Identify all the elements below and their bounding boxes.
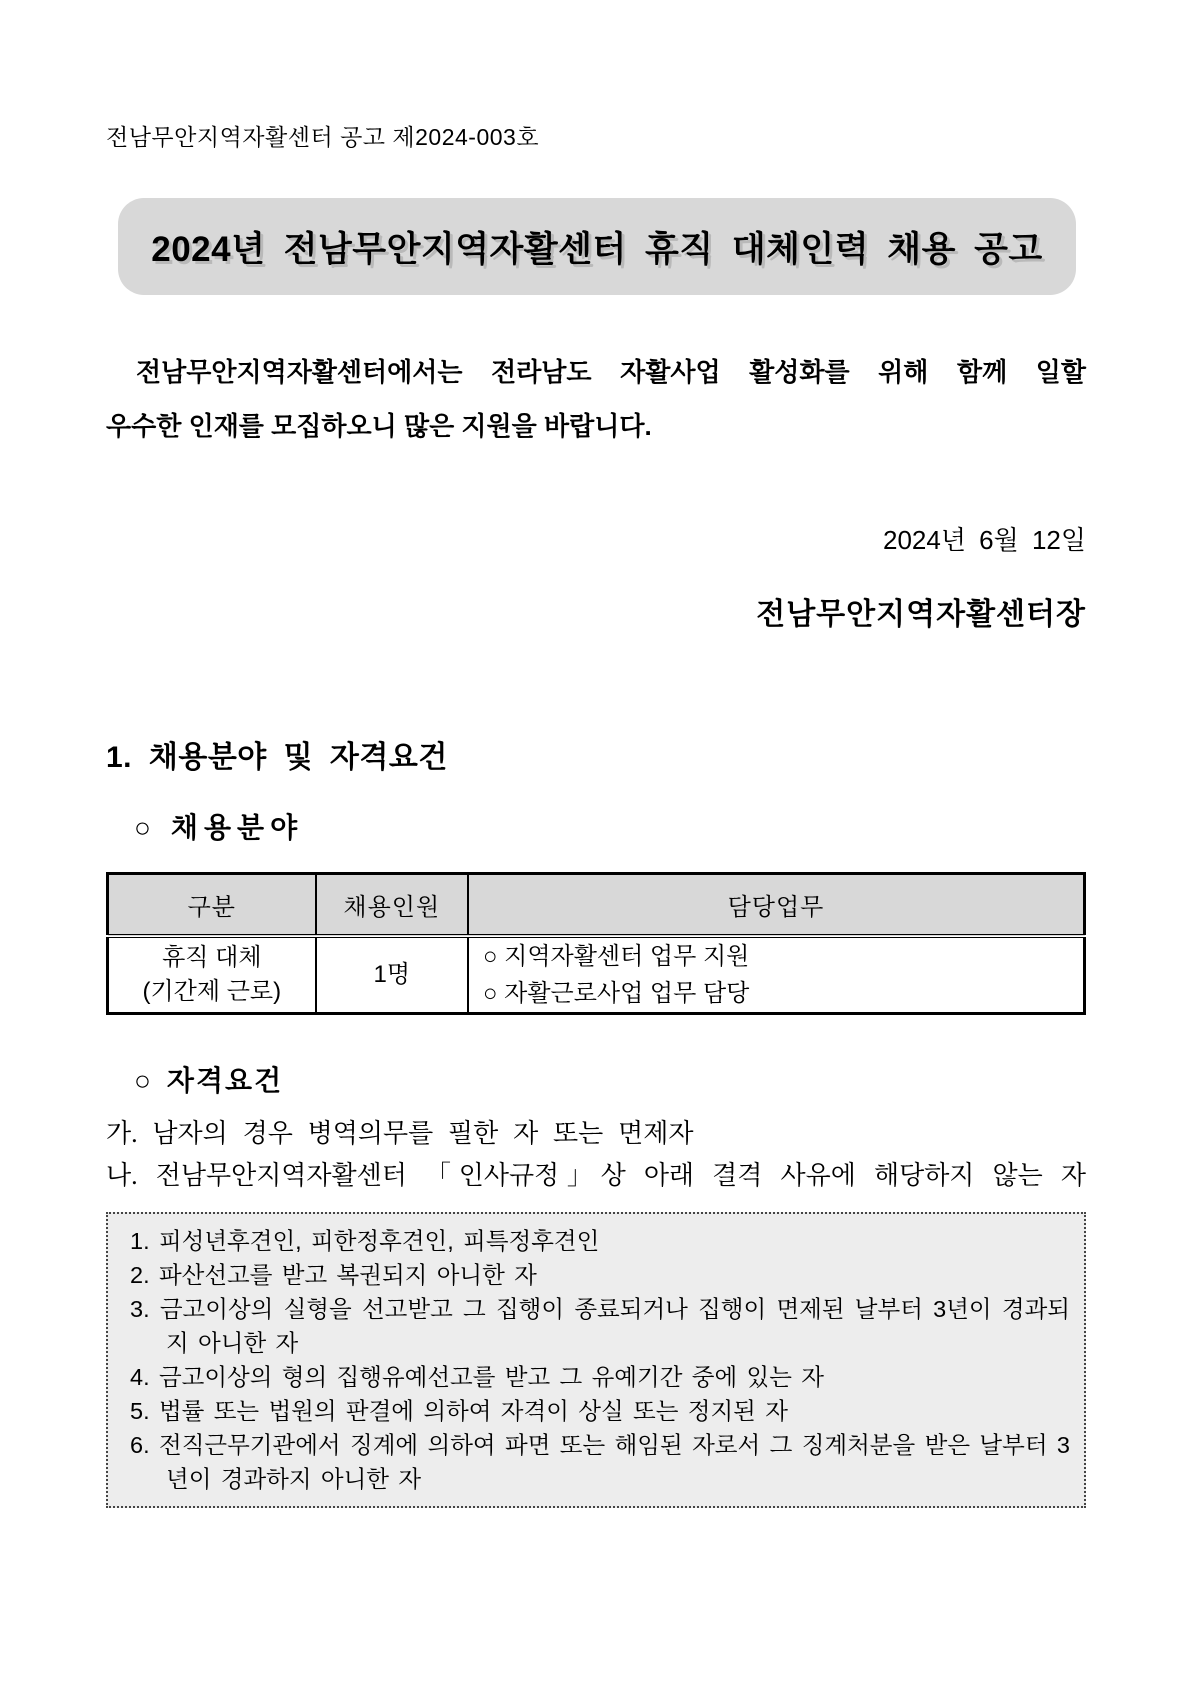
col-header-count: 채용인원 [316,874,468,936]
section-1-heading: 1. 채용분야 및 자격요건 [106,741,448,774]
disqualification-item: 3. 금고이상의 실형을 선고받고 그 집행이 종료되거나 집행이 면제된 날부터 3년이 경과되지 아니한 자 [130,1296,1070,1356]
col-header-duties: 담당업무 [468,874,1085,936]
duty-item-1: ○ 지역자활센터 업무 지원 [483,942,750,970]
cell-category-line1: 휴직 대체 [162,943,262,971]
cell-category [108,936,316,1014]
disqualification-item: 6. 전직근무기관에서 징계에 의하여 파면 또는 해임된 자로서 그 징계처분을 받은 날부터 3년이 경과하지 아니한 자 [130,1432,1070,1492]
table-header-row [108,874,1085,936]
cell-category-line2: (기간제 근로) [142,977,282,1005]
disqualification-box [106,1212,1086,1508]
page-title: 2024년 전남무안지역자활센터 휴직 대체인력 채용 공고 [151,229,1043,269]
circle-bullet-icon: ○ [134,1066,153,1097]
qualification-item-na: 나. 전남무안지역자활센터 「인사규정」상 아래 결격 사유에 해당하지 않는 자 [106,1161,1086,1190]
announcement-date: 2024년 6월 12일 [882,525,1086,555]
col-header-category: 구분 [108,874,316,936]
subheading-recruit-field [134,808,1086,850]
title-banner [118,198,1076,295]
intro-line-2: 우수한 인재를 모집하오니 많은 지원을 바랍니다. [106,411,652,441]
subheading-recruit-field-label: 채용분야 [170,813,304,844]
subheading-qualification [134,1061,1086,1103]
cell-duties [468,936,1085,1014]
doc-number: 전남무안지역자활센터 공고 제2024-003호 [106,124,540,150]
disqualification-item: 4. 금고이상의 형의 집행유예선고를 받고 그 유예기간 중에 있는 자 [130,1364,824,1390]
intro-paragraph [106,345,1086,453]
disqualification-item: 5. 법률 또는 법원의 판결에 의하여 자격이 상실 또는 정지된 자 [130,1398,788,1424]
disqualification-item: 1. 피성년후견인, 피한정후견인, 피특정후견인 [130,1228,600,1254]
duty-item-2: ○ 자활근로사업 업무 담당 [483,979,750,1007]
cell-count: 1명 [316,936,468,1014]
intro-line-1: 전남무안지역자활센터에서는 전라남도 자활사업 활성화를 위해 함께 일할 [136,357,1086,387]
subheading-qualification-label: 자격요건 [166,1066,284,1097]
recruit-table [106,872,1086,1015]
qualification-item-ga: 가. 남자의 경우 병역의무를 필한 자 또는 면제자 [106,1119,694,1148]
table-row [108,936,1085,1014]
signer-title: 전남무안지역자활센터장 [756,598,1086,631]
disqualification-item: 2. 파산선고를 받고 복권되지 아니한 자 [130,1262,537,1288]
circle-bullet-icon: ○ [134,813,157,844]
disqualification-list [130,1224,1070,1496]
